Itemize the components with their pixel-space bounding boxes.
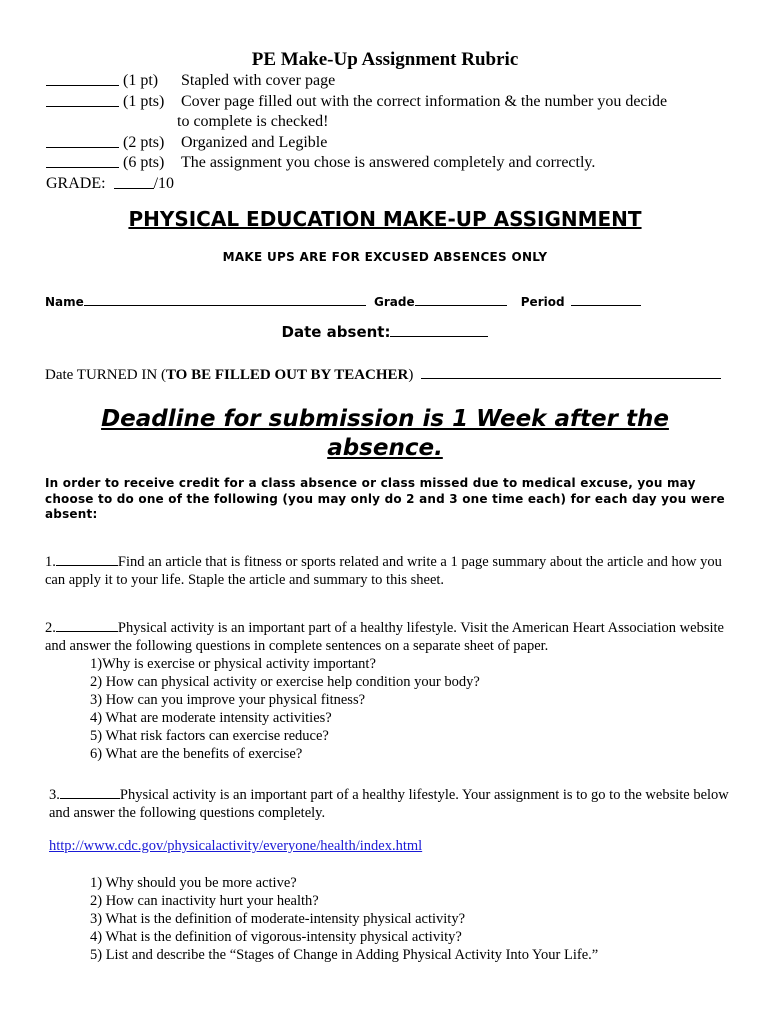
name-label: Name [45,295,84,309]
question-item: 1)Why is exercise or physical activity important? [90,656,376,672]
score-blank[interactable] [46,71,119,86]
question-item: 6) What are the benefits of exercise? [90,746,303,762]
rubric-row [46,92,736,113]
question-item: 5) What risk factors can exercise reduce? [90,728,329,744]
question-item: 3) What is the definition of moderate-intensity physical activity? [90,911,466,927]
date-absent-label: Date absent: [281,323,391,341]
option-3 [49,785,734,822]
grade-field[interactable] [415,294,507,306]
rubric-points: (2 pts) [123,133,165,151]
rubric-points: (1 pt) [123,72,159,89]
deadline-notice: Deadline for submission is 1 Week after the absence. [101,406,669,461]
option-check-blank[interactable] [60,785,120,799]
rubric-points: (6 pts) [123,154,165,172]
option-2 [45,618,730,763]
score-blank[interactable] [46,92,119,107]
page-title: PHYSICAL EDUCATION MAKE-UP ASSIGNMENT [128,207,642,231]
rubric-title: PE Make-Up Assignment Rubric [251,49,519,70]
option-number: 2. [45,620,56,636]
option-text: Physical activity is an important part of a healthy lifestyle. Visit the American Heart Association website and answer the following questions in complete sentences on a separate sheet of paper. [45,620,724,654]
option-1 [45,552,730,589]
turned-in-suffix: ) [408,367,414,383]
cdc-link[interactable]: http://www.cdc.gov/physicalactivity/everyone/health/index.html [49,838,423,854]
question-list [90,874,598,964]
question-item: 3) How can you improve your physical fitness? [90,692,366,708]
student-info-row [45,294,641,309]
rubric-criterion: Stapled with cover page [181,72,336,89]
turned-in-prefix: Date TURNED IN ( [45,367,166,383]
option-number: 1. [45,554,56,570]
grade-field-label: Grade [373,295,415,309]
option-number: 3. [49,787,60,803]
name-field[interactable] [84,294,366,306]
rubric-row [46,153,736,174]
option-text: Find an article that is fitness or sports related and write a 1 page summary about the article and how you can apply it to your life. Staple the article and summary to this sheet. [45,554,722,588]
option-check-blank[interactable] [56,552,118,566]
date-absent-field[interactable] [390,323,488,337]
grade-label: GRADE: [46,174,106,192]
date-absent-row [0,323,770,341]
date-turned-in-row [45,366,721,384]
question-item: 5) List and describe the “Stages of Change in Adding Physical Activity Into Your Life.” [90,947,599,963]
turned-in-note: TO BE FILLED OUT BY TEACHER [165,367,409,383]
period-label: Period [520,295,565,309]
page-subtitle: MAKE UPS ARE FOR EXCUSED ABSENCES ONLY [222,250,548,264]
question-item: 2) How can inactivity hurt your health? [90,893,319,909]
option-check-blank[interactable] [56,618,118,632]
question-item: 1) Why should you be more active? [90,875,297,891]
question-list [45,655,730,763]
rubric-list [46,71,736,195]
rubric-row [46,133,736,154]
rubric-criterion: Organized and Legible [181,133,328,151]
question-item: 2) How can physical activity or exercise help condition your body? [90,674,480,690]
rubric-criterion-continued: to complete is checked! [177,113,329,131]
date-turned-in-field[interactable] [421,366,721,379]
score-blank[interactable] [46,133,119,148]
instructions-intro: In order to receive credit for a class absence or class missed due to medical excuse, you may choose to do one of the following (you may only do 2 and 3 one time each) for each day you were absent: [45,476,725,521]
question-item: 4) What is the definition of vigorous-intensity physical activity? [90,929,462,945]
score-blank[interactable] [46,153,119,168]
option-text: Physical activity is an important part of a healthy lifestyle. Your assignment is to go to the website below and answer the following questions completely. [49,787,729,821]
rubric-criterion: The assignment you chose is answered completely and correctly. [181,154,596,172]
grade-line [46,174,736,195]
rubric-row [46,71,736,92]
period-field[interactable] [571,294,641,306]
question-item: 4) What are moderate intensity activities? [90,710,332,726]
grade-total: /10 [153,174,175,192]
grade-blank[interactable] [114,174,154,189]
rubric-points: (1 pts) [123,92,165,110]
rubric-criterion: Cover page filled out with the correct information & the number you decide [181,92,668,110]
